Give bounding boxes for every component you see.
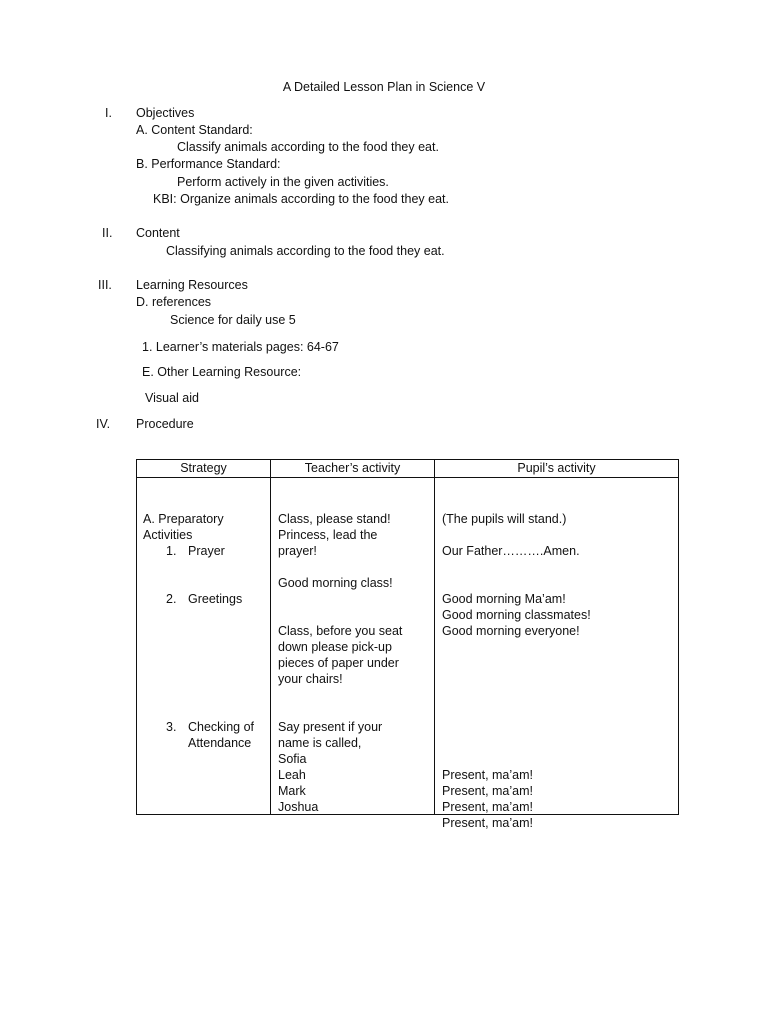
section-numeral-learning-resources: III. xyxy=(98,278,112,292)
header-pupil-activity: Pupil’s activity xyxy=(435,460,679,478)
other-resource-text: Visual aid xyxy=(145,391,199,405)
pupil-line: Present, ma’am! xyxy=(442,816,534,830)
section-heading-objectives: Objectives xyxy=(136,106,195,120)
teacher-line: Princess, lead the xyxy=(278,528,378,542)
pupil-line: Good morning classmates! xyxy=(442,608,591,622)
strategy-prep-line2: Activities xyxy=(143,528,193,542)
teacher-line: Class, before you seat xyxy=(278,624,403,638)
teacher-line: prayer! xyxy=(278,544,317,558)
table-header-row xyxy=(137,460,679,478)
teacher-line: pieces of paper under xyxy=(278,656,399,670)
document-title: A Detailed Lesson Plan in Science V xyxy=(282,80,486,94)
content-standard-text: Classify animals according to the food they eat. xyxy=(177,140,439,154)
teacher-line: name is called, xyxy=(278,736,362,750)
teacher-line: down please pick-up xyxy=(278,640,392,654)
performance-standard-text: Perform actively in the given activities. xyxy=(177,175,389,189)
teacher-line: Class, please stand! xyxy=(278,512,391,526)
references-label: D. references xyxy=(136,295,212,309)
pupil-line: Our Father……….Amen. xyxy=(442,544,580,558)
pupil-line: Present, ma’am! xyxy=(442,784,534,798)
teacher-activity-cell xyxy=(271,478,435,815)
pupil-line: Good morning Ma’am! xyxy=(442,592,566,606)
other-resource-label: E. Other Learning Resource: xyxy=(142,365,302,379)
strategy-item2-num: 2. xyxy=(166,592,177,606)
section-numeral-content: II. xyxy=(102,226,113,240)
header-strategy: Strategy xyxy=(137,460,271,478)
section-numeral-objectives: I. xyxy=(105,106,112,120)
teacher-line: Joshua xyxy=(278,800,319,814)
kbi-text: KBI: Organize animals according to the food they eat. xyxy=(153,192,450,206)
strategy-item3-num: 3. xyxy=(166,720,177,734)
pupil-line: Present, ma’am! xyxy=(442,768,534,782)
section-numeral-procedure: IV. xyxy=(96,417,111,431)
content-standard-label: A. Content Standard: xyxy=(136,123,253,137)
strategy-item3-label-line1: Checking of xyxy=(188,720,255,734)
header-teacher-activity: Teacher’s activity xyxy=(271,460,435,478)
strategy-prep-line1: A. Preparatory xyxy=(143,512,224,526)
strategy-item3-label-line2: Attendance xyxy=(188,736,252,750)
performance-standard-label: B. Performance Standard: xyxy=(136,157,281,171)
references-text: Science for daily use 5 xyxy=(170,313,296,327)
learners-materials: 1. Learner’s materials pages: 64-67 xyxy=(142,340,339,354)
teacher-line: Leah xyxy=(278,768,306,782)
teacher-line: Sofia xyxy=(278,752,307,766)
strategy-item1-num: 1. xyxy=(166,544,177,558)
section-heading-content: Content xyxy=(136,226,180,240)
pupil-line: Present, ma’am! xyxy=(442,800,534,814)
section-heading-learning-resources: Learning Resources xyxy=(136,278,248,292)
pupil-activity-cell xyxy=(435,478,679,830)
teacher-line: Say present if your xyxy=(278,720,383,734)
strategy-item2-label: Greetings xyxy=(188,592,243,606)
teacher-line: Mark xyxy=(278,784,306,798)
pupil-line: (The pupils will stand.) xyxy=(442,512,567,526)
procedure-table xyxy=(136,459,679,830)
content-text: Classifying animals according to the food they eat. xyxy=(166,244,445,258)
teacher-line: your chairs! xyxy=(278,672,343,686)
table-row xyxy=(137,478,679,815)
teacher-line: Good morning class! xyxy=(278,576,393,590)
strategy-cell xyxy=(137,478,271,815)
section-heading-procedure: Procedure xyxy=(136,417,194,431)
strategy-item1-label: Prayer xyxy=(188,544,225,558)
pupil-line: Good morning everyone! xyxy=(442,624,580,638)
